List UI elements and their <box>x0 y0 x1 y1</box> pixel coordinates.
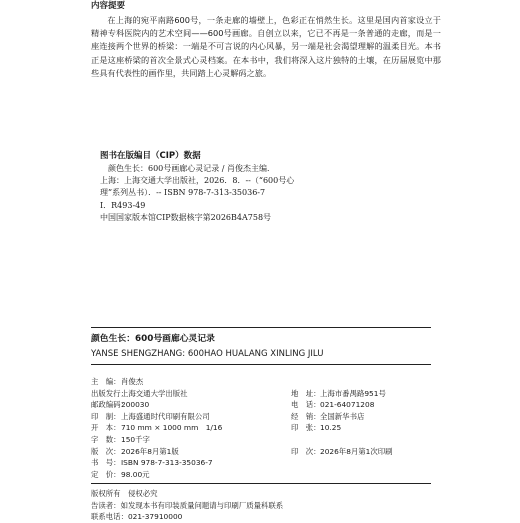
info-label <box>291 457 320 469</box>
info-label <box>291 434 320 446</box>
info-value: 150千字 <box>121 434 150 444</box>
info-label <box>291 376 320 388</box>
divider-top <box>91 327 431 328</box>
info-label <box>291 469 320 481</box>
info-value: ISBN 978-7-313-35036-7 <box>121 458 213 468</box>
cip-block <box>100 150 430 224</box>
info-label: 印 张： <box>291 423 321 433</box>
info-value: 2026年8月第1次印刷 <box>320 446 393 456</box>
info-label: 书 号： <box>91 458 121 468</box>
info-value: 021-64071208 <box>320 400 375 410</box>
book-title: 颜色生长：600号画廊心灵记录 <box>91 334 215 344</box>
info-row <box>91 469 436 481</box>
cip-line: 颜色生长：600号画廊心灵记录 / 肖俊杰主编． <box>108 164 276 173</box>
info-label: 主 编： <box>91 377 121 386</box>
info-row <box>91 388 436 400</box>
info-value: 98.00元 <box>121 469 150 479</box>
info-label: 电 话： <box>291 400 321 410</box>
info-row <box>91 457 436 469</box>
rights-line: 版权所有 侵权必究 <box>91 489 158 498</box>
info-value: 10.25 <box>320 423 342 433</box>
summary-paragraph: 在上海的宛平南路600号，一条走廊的墙壁上，色彩正在悄然生长。这里是国内首家设立于精神专科医院内的艺术空间——600号画廊。自创立以来，它已不再是一条普通的走廊，而是一座连接两个世界的桥梁：一端是不可言说的内心风暴，另一端是社会渴望理解的温柔目光。本书正是这座桥梁的首次全景式心灵档案。在本书中，我们将深入这片独特的土壤，在历届展览中那些具有代表性的画作里，共同踏上心灵解码之旅。 <box>91 15 441 78</box>
info-label: 字 数： <box>91 434 121 444</box>
rights-line: 联系电话：021-37910000 <box>91 512 183 521</box>
info-value: 上海市番禺路951号 <box>320 388 386 398</box>
cip-line: 理”系列丛书）．-- ISBN 978-7-313-35036-7 <box>100 188 266 198</box>
cip-title: 图书在版编目（CIP）数据 <box>100 151 201 161</box>
content-summary <box>91 0 441 80</box>
info-label: 定 价： <box>91 469 121 479</box>
rights-line: 告读者：如发现本书有印装质量问题请与印刷厂质量科联系 <box>91 500 284 510</box>
cip-line: 上海：上海交通大学出版社，2026．8．--（“600号心 <box>100 176 295 186</box>
info-value: 上海盛通时代印刷有限公司 <box>121 411 210 421</box>
info-row <box>91 446 436 458</box>
info-row <box>91 411 436 423</box>
info-label: 地 址： <box>291 388 321 398</box>
info-label: 经 销： <box>291 411 321 421</box>
info-row <box>91 422 436 434</box>
info-label: 版 次： <box>91 446 121 456</box>
summary-title: 内容提要 <box>91 1 126 11</box>
info-value: 2026年8月第1版 <box>121 446 179 456</box>
info-value: 上海交通大学出版社 <box>121 388 188 398</box>
divider-middle <box>91 364 431 365</box>
book-title-pinyin: YANSE SHENGZHANG: 600HAO HUALANG XINLING JILU <box>91 349 324 359</box>
rights-notice <box>91 488 436 523</box>
info-label: 邮政编码： <box>91 400 128 410</box>
info-row <box>91 399 436 411</box>
info-label: 印 制： <box>91 411 121 421</box>
info-label: 印 次： <box>291 446 321 456</box>
info-label: 出版发行： <box>91 388 128 398</box>
info-value: 710 mm × 1000 mm 1/16 <box>121 423 223 433</box>
cip-line: Ⅰ．R493-49 <box>100 200 146 210</box>
divider-bottom <box>91 483 431 484</box>
info-value: 肖俊杰 <box>121 377 144 386</box>
info-row <box>91 434 436 446</box>
publication-info <box>91 376 436 480</box>
info-value: 全国新华书店 <box>320 411 365 421</box>
info-row <box>91 376 436 388</box>
info-label: 开 本： <box>91 423 121 433</box>
cip-line: 中国国家版本馆CIP数据核字第2026B4A758号 <box>100 212 272 222</box>
info-value: 200030 <box>121 400 150 410</box>
